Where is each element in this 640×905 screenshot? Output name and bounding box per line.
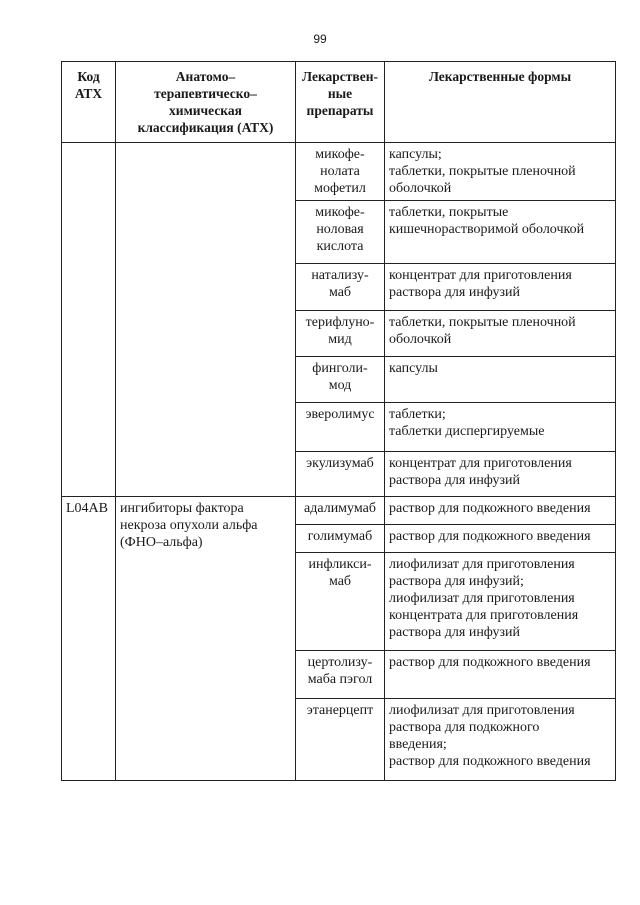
drug-name: натализу- маб bbox=[296, 264, 385, 311]
atx-group-name: ингибиторы фактора некроза опухоли альфа (ФНО–альфа) bbox=[116, 497, 296, 781]
drug-name: экулизумаб bbox=[296, 452, 385, 497]
drug-name: терифлуно- мид bbox=[296, 311, 385, 357]
drug-name: эверолимус bbox=[296, 403, 385, 452]
dosage-forms: капсулы; таблетки, покрытые пленочной оболочкой bbox=[385, 143, 616, 201]
drug-name: цертолизу- маба пэгол bbox=[296, 651, 385, 699]
header-dosage-forms: Лекарственные формы bbox=[385, 62, 616, 143]
dosage-forms: концентрат для приготовления раствора для инфузий bbox=[385, 264, 616, 311]
dosage-forms: раствор для подкожного введения bbox=[385, 525, 616, 553]
atx-drug-table bbox=[61, 61, 616, 781]
table-row bbox=[62, 143, 616, 201]
group-cell-continued bbox=[116, 143, 296, 497]
header-code: Код АТХ bbox=[62, 62, 116, 143]
dosage-forms: лиофилизат для приготовления раствора для подкожного введения; раствор для подкожного введения bbox=[385, 699, 616, 781]
header-classification: Анатомо– терапевтическо– химическая классификация (АТХ) bbox=[116, 62, 296, 143]
dosage-forms: раствор для подкожного введения bbox=[385, 497, 616, 525]
header-drug: Лекарствен- ные препараты bbox=[296, 62, 385, 143]
drug-name: микофе- ноловая кислота bbox=[296, 201, 385, 264]
dosage-forms: раствор для подкожного введения bbox=[385, 651, 616, 699]
drug-name: этанерцепт bbox=[296, 699, 385, 781]
table-row bbox=[62, 497, 616, 525]
dosage-forms: лиофилизат для приготовления раствора для инфузий; лиофилизат для приготовления концентрата для приготовления раствора для инфузий bbox=[385, 553, 616, 651]
drug-name: микофе- нолата мофетил bbox=[296, 143, 385, 201]
drug-name: голимумаб bbox=[296, 525, 385, 553]
dosage-forms: таблетки; таблетки диспергируемые bbox=[385, 403, 616, 452]
drug-name: инфликси- маб bbox=[296, 553, 385, 651]
code-cell-continued bbox=[62, 143, 116, 497]
dosage-forms: капсулы bbox=[385, 357, 616, 403]
drug-name: адалимумаб bbox=[296, 497, 385, 525]
atx-code-cell: L04AB bbox=[62, 497, 116, 781]
dosage-forms: концентрат для приготовления раствора для инфузий bbox=[385, 452, 616, 497]
dosage-forms: таблетки, покрытые кишечнорастворимой оболочкой bbox=[385, 201, 616, 264]
drug-name: финголи- мод bbox=[296, 357, 385, 403]
table-header-row bbox=[62, 62, 616, 143]
dosage-forms: таблетки, покрытые пленочной оболочкой bbox=[385, 311, 616, 357]
page-number: 99 bbox=[313, 32, 327, 46]
